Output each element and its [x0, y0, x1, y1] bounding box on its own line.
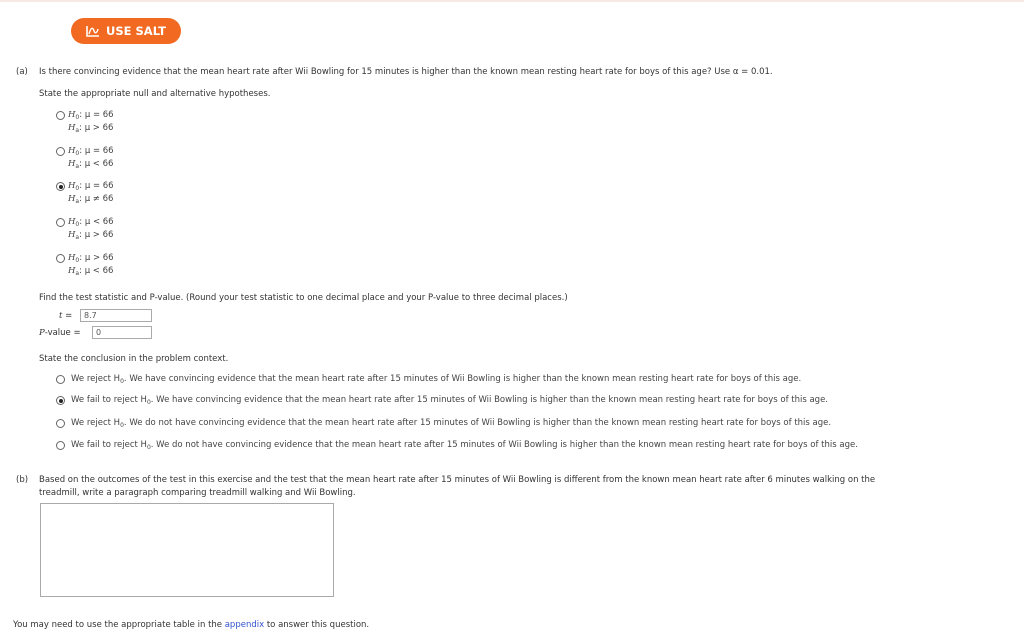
alternative-hypothesis: $H_a$: μ < 66 — [68, 266, 114, 277]
part-b-question-line1: Based on the outcomes of the test in this exercise and the test that the mean heart rate after 15 minutes of Wii Bowling is different from the known mean heart rate after 6 minutes walking on the — [39, 475, 876, 485]
null-hypothesis-value: μ = 66 — [84, 110, 114, 120]
use-salt-label: USE SALT — [106, 24, 166, 38]
alternative-hypothesis: $H_a$: μ > 66 — [68, 123, 114, 134]
alternative-hypothesis-value: μ > 66 — [84, 230, 114, 240]
null-hypothesis-value: μ < 66 — [84, 217, 114, 227]
test-statistic-prompt: Find the test statistic and P-value. (Round your test statistic to one decimal place and your P-value to three decimal places.) — [39, 293, 568, 303]
conclusion-radio[interactable] — [56, 396, 65, 405]
t-statistic-input[interactable]: 8.7 — [80, 309, 152, 322]
hypothesis-radio[interactable] — [56, 182, 65, 191]
footer-text-after: to answer this question. — [266, 620, 370, 630]
part-b-label: (b) — [16, 475, 29, 485]
conclusion-option-text: We fail to reject $H_0$. We have convincing evidence that the mean heart rate after 15 minutes of Wii Bowling is higher than the known mean resting heart rate for boys of this age. — [71, 395, 829, 406]
use-salt-button[interactable] — [71, 18, 181, 44]
part-a-label: (a) — [16, 67, 28, 77]
conclusion-option-text: We reject $H_0$. We do not have convincing evidence that the mean heart rate after 15 minutes of Wii Bowling is higher than the known mean resting heart rate for boys of this age. — [71, 418, 832, 429]
conclusion-radio[interactable] — [56, 441, 65, 450]
null-hypothesis: $H_0$: μ = 66 — [68, 181, 114, 192]
null-hypothesis: $H_0$: μ = 66 — [68, 110, 114, 121]
top-border — [0, 0, 1024, 2]
conclusion-prompt: State the conclusion in the problem context. — [39, 354, 229, 364]
null-hypothesis: $H_0$: μ < 66 — [68, 217, 114, 228]
conclusion-option-text: We fail to reject $H_0$. We do not have convincing evidence that the mean heart rate after 15 minutes of Wii Bowling is higher than the known mean resting heart rate for boys of this age. — [71, 440, 858, 451]
alternative-hypothesis-value: μ > 66 — [84, 123, 114, 133]
hypotheses-prompt: State the appropriate null and alternative hypotheses. — [39, 89, 271, 99]
alternative-hypothesis-value: μ ≠ 66 — [84, 194, 114, 204]
conclusion-text: We do not have convincing evidence that the mean heart rate after 15 minutes of Wii Bowling is higher than the known mean resting heart rate for boys of this age. — [129, 418, 832, 428]
part-b-question-line2: treadmill, write a paragraph comparing treadmill walking and Wii Bowling. — [39, 488, 356, 498]
t-label: t = — [59, 311, 73, 321]
footer-text-before: You may need to use the appropriate table in the — [13, 620, 223, 630]
alternative-hypothesis: $H_a$: μ < 66 — [68, 159, 114, 170]
conclusion-text: We have convincing evidence that the mean heart rate after 15 minutes of Wii Bowling is higher than the known mean resting heart rate for boys of this age. — [129, 374, 802, 384]
p-value-label: P-value = — [39, 328, 81, 338]
part-b-answer-textarea[interactable] — [40, 503, 334, 597]
conclusion-text: We do not have convincing evidence that the mean heart rate after 15 minutes of Wii Bowling is higher than the known mean resting heart rate for boys of this age. — [156, 440, 858, 450]
null-hypothesis-value: μ = 66 — [84, 181, 114, 191]
alternative-hypothesis-value: μ < 66 — [84, 159, 114, 169]
alternative-hypothesis: $H_a$: μ ≠ 66 — [68, 194, 114, 205]
part-a-question: Is there convincing evidence that the mean heart rate after Wii Bowling for 15 minutes is higher than the known mean resting heart rate for boys of this age? Use α = 0.01. — [39, 67, 773, 77]
appendix-link[interactable]: appendix — [224, 620, 265, 630]
conclusion-radio[interactable] — [56, 419, 65, 428]
null-hypothesis-value: μ > 66 — [84, 253, 114, 263]
null-hypothesis: $H_0$: μ = 66 — [68, 146, 114, 157]
conclusion-lead: We fail to reject H — [71, 395, 147, 405]
hypothesis-radio[interactable] — [56, 218, 65, 227]
conclusion-lead: We reject H — [71, 418, 121, 428]
null-hypothesis: $H_0$: μ > 66 — [68, 253, 114, 264]
conclusion-radio[interactable] — [56, 375, 65, 384]
conclusion-text: We have convincing evidence that the mean heart rate after 15 minutes of Wii Bowling is higher than the known mean resting heart rate for boys of this age. — [156, 395, 829, 405]
p-value-input[interactable]: 0 — [92, 326, 152, 339]
footer-note — [13, 620, 369, 630]
alternative-hypothesis-value: μ < 66 — [84, 266, 114, 276]
hypothesis-radio[interactable] — [56, 111, 65, 120]
alternative-hypothesis: $H_a$: μ > 66 — [68, 230, 114, 241]
hypothesis-radio[interactable] — [56, 254, 65, 263]
null-hypothesis-value: μ = 66 — [84, 146, 114, 156]
conclusion-lead: We reject H — [71, 374, 121, 384]
conclusion-lead: We fail to reject H — [71, 440, 147, 450]
hypothesis-radio[interactable] — [56, 147, 65, 156]
conclusion-option-text: We reject $H_0$. We have convincing evidence that the mean heart rate after 15 minutes of Wii Bowling is higher than the known mean resting heart rate for boys of this age. — [71, 374, 802, 385]
salt-chart-icon — [86, 25, 100, 37]
